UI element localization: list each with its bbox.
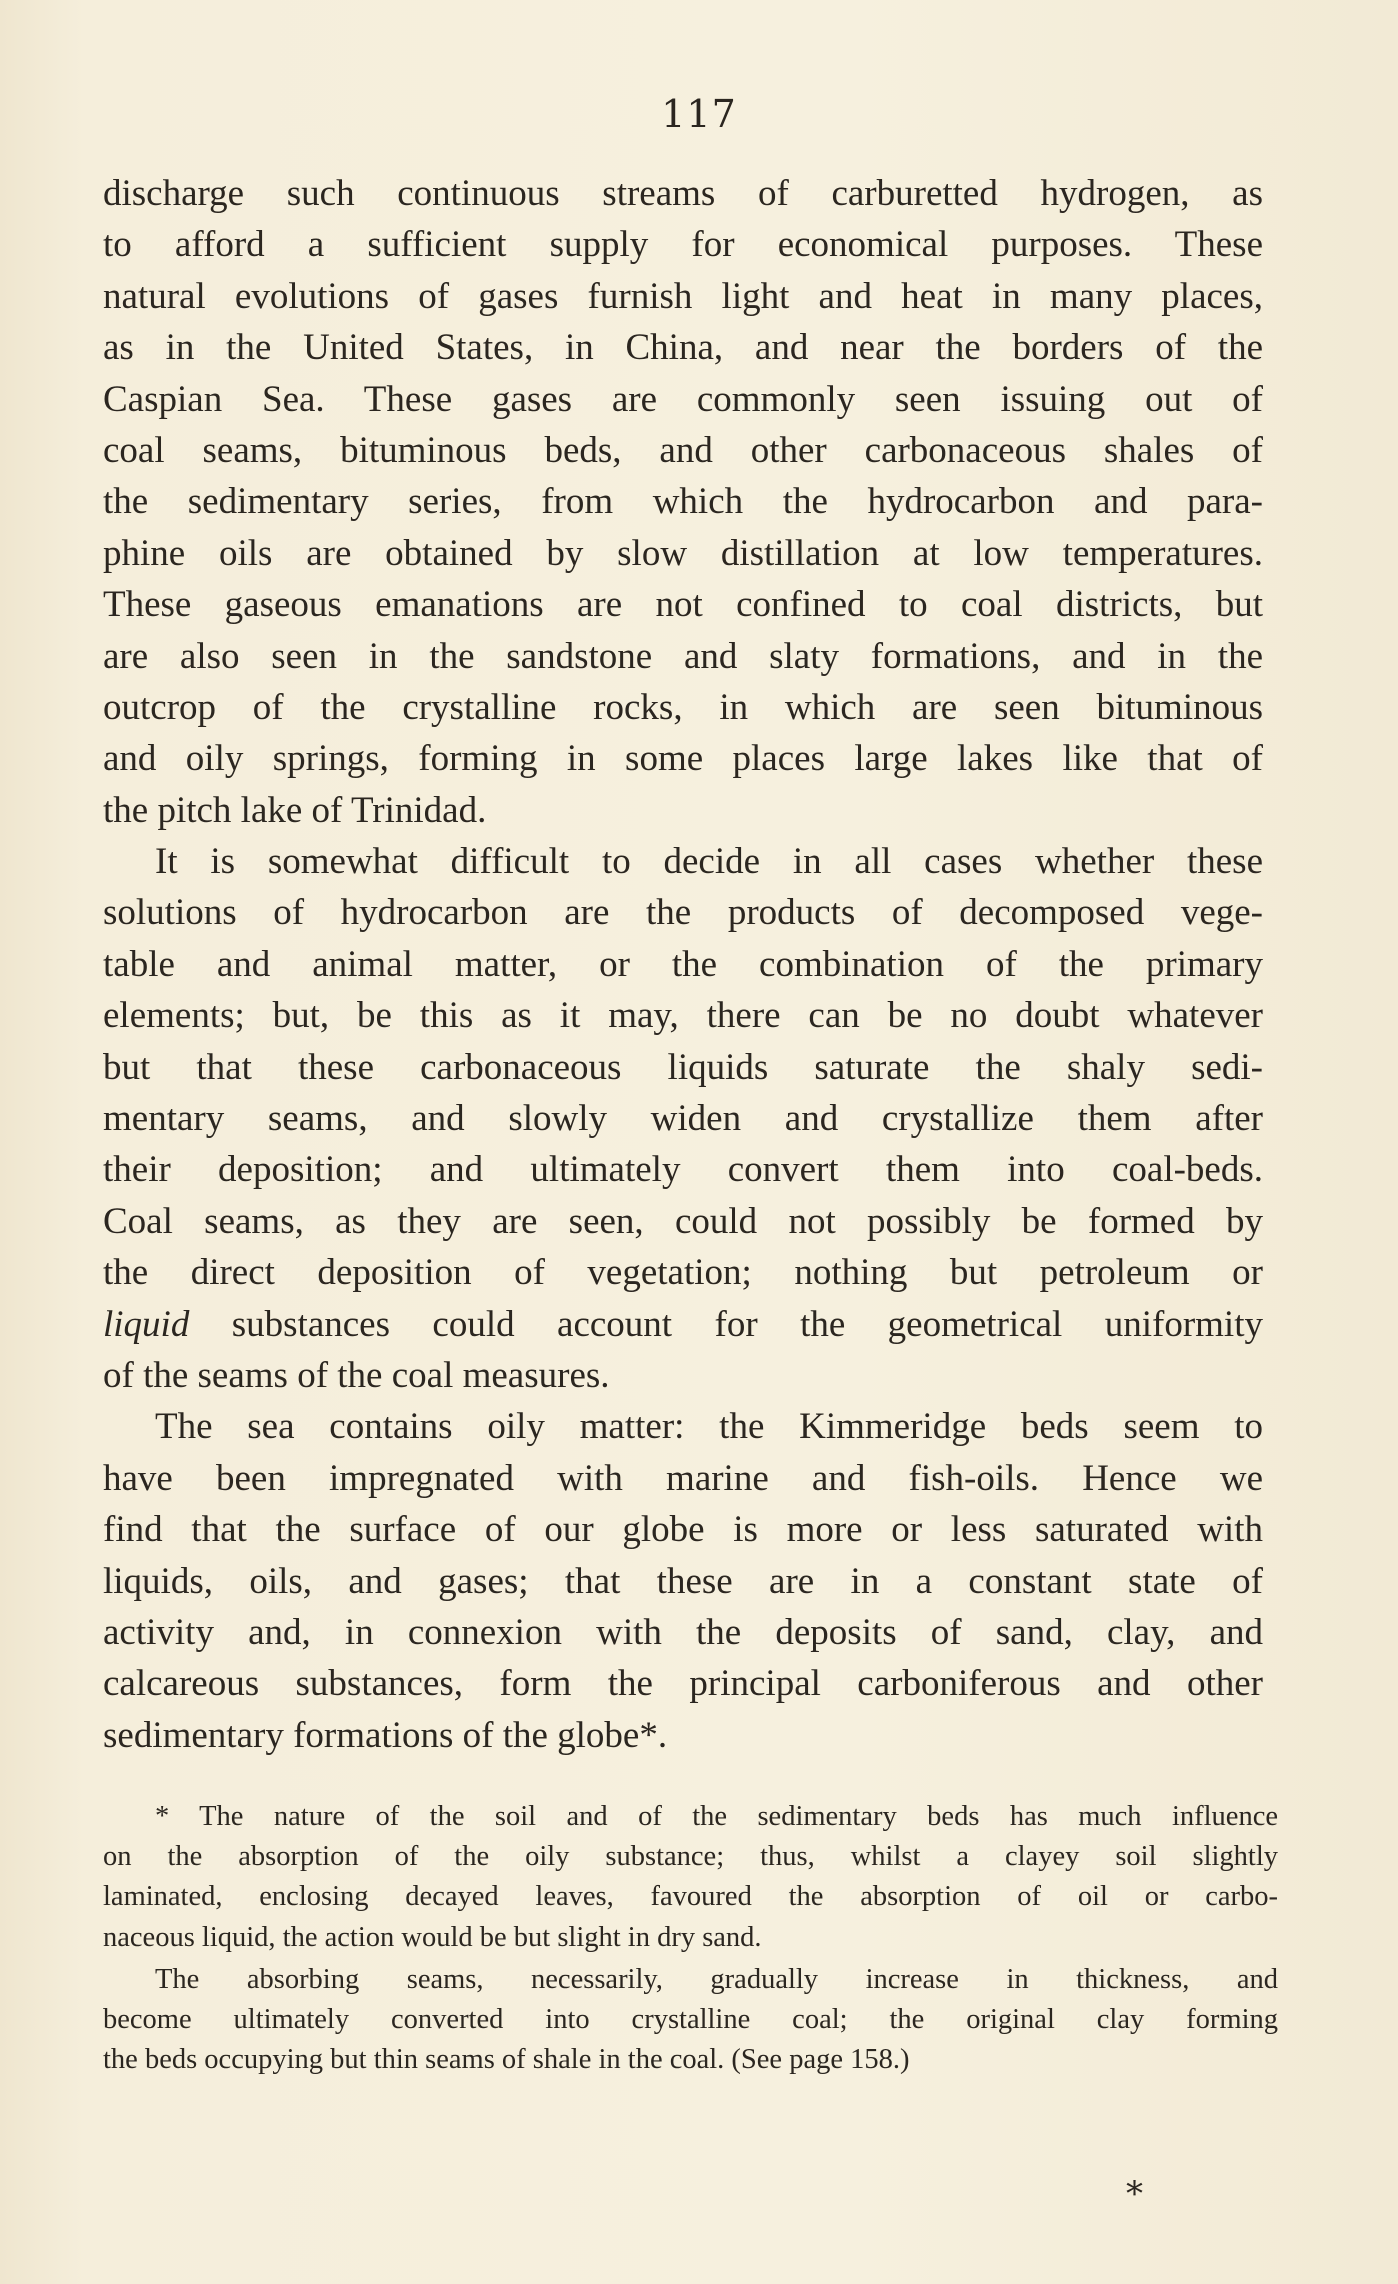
text-line-italic-start	[103, 1299, 1263, 1350]
text-line: The sea contains oily matter: the Kimmeridge beds seem to	[155, 1406, 1263, 1448]
text-line: These gaseous emanations are not confined to coal districts, but	[103, 584, 1263, 626]
footnote-line: The absorbing seams, necessarily, gradually increase in thickness, and	[155, 1963, 1278, 1995]
paragraph-3	[103, 1401, 1263, 1761]
text-line: as in the United States, in China, and near the borders of the	[103, 327, 1263, 369]
text-line: their deposition; and ultimately convert them into coal-beds.	[103, 1149, 1263, 1191]
text-line: outcrop of the crystalline rocks, in which are seen bituminous	[103, 686, 1263, 728]
text-line: the direct deposition of vegetation; nothing but petroleum or	[103, 1252, 1263, 1294]
text-line: Coal seams, as they are seen, could not possibly be formed by	[103, 1200, 1263, 1242]
footnotes	[103, 1797, 1278, 2080]
text-line: sedimentary formations of the globe*.	[103, 1714, 668, 1756]
text-line: Caspian Sea. These gases are commonly seen issuing out of	[103, 378, 1263, 420]
text-line: are also seen in the sandstone and slaty formations, and in the	[103, 635, 1263, 677]
text-line: elements; but, be this as it may, there can be no doubt whatever	[103, 995, 1263, 1037]
text-line: but that these carbonaceous liquids saturate the shaly sedi-	[103, 1046, 1263, 1088]
body-text	[103, 168, 1263, 1761]
text-line: phine oils are obtained by slow distillation at low temperatures.	[103, 532, 1263, 574]
paragraph-2	[103, 836, 1263, 1401]
text-line: discharge such continuous streams of carburetted hydrogen, as	[103, 173, 1263, 214]
text-line: coal seams, bituminous beds, and other carbonaceous shales of	[103, 429, 1263, 471]
catchword-asterisk: *	[1126, 2174, 1143, 2214]
text-line: the pitch lake of Trinidad.	[103, 789, 487, 831]
text-line: activity and, in connexion with the deposits of sand, clay, and	[103, 1611, 1263, 1653]
text-line: have been impregnated with marine and fish-oils. Hence we	[103, 1457, 1263, 1499]
text-line: find that the surface of our globe is more or less saturated with	[103, 1509, 1263, 1551]
text-line: natural evolutions of gases furnish light and heat in many places,	[103, 275, 1263, 317]
text-line: table and animal matter, or the combination of the primary	[103, 943, 1263, 985]
footnote-line: become ultimately converted into crystalline coal; the original clay forming	[103, 2003, 1278, 2035]
text-line: of the seams of the coal measures.	[103, 1354, 610, 1396]
text-line: solutions of hydrocarbon are the products of decomposed vege-	[103, 892, 1263, 934]
page-number: 117	[661, 92, 737, 136]
text-line: to afford a sufficient supply for economical purposes. These	[103, 224, 1263, 266]
text-line: and oily springs, forming in some places large lakes like that of	[103, 738, 1263, 780]
footnote-line: on the absorption of the oily substance; thus, whilst a clayey soil slightly	[103, 1841, 1278, 1873]
text-line: the sedimentary series, from which the hydrocarbon and para-	[103, 481, 1263, 523]
footnote-line: * The nature of the soil and of the sedimentary beds has much influence	[155, 1801, 1278, 1832]
paragraph-1	[103, 168, 1263, 836]
footnote-line: naceous liquid, the action would be but slight in dry sand.	[103, 1921, 762, 1953]
line-remainder: substances could account for the geometrical uniformity	[189, 1303, 1263, 1345]
text-line: calcareous substances, form the principal carboniferous and other	[103, 1663, 1263, 1705]
footnote-line: the beds occupying but thin seams of shale in the coal. (See page 158.)	[103, 2044, 910, 2076]
footnote-1	[103, 1797, 1278, 1958]
footnote-2	[103, 1960, 1278, 2081]
footnote-line: laminated, enclosing decayed leaves, favoured the absorption of oil or carbo-	[103, 1881, 1278, 1913]
text-line: It is somewhat difficult to decide in all cases whether these	[155, 841, 1263, 883]
italic-word: liquid	[103, 1303, 190, 1345]
text-line: mentary seams, and slowly widen and crystallize them after	[103, 1098, 1263, 1140]
text-line: liquids, oils, and gases; that these are in a constant state of	[103, 1560, 1263, 1602]
